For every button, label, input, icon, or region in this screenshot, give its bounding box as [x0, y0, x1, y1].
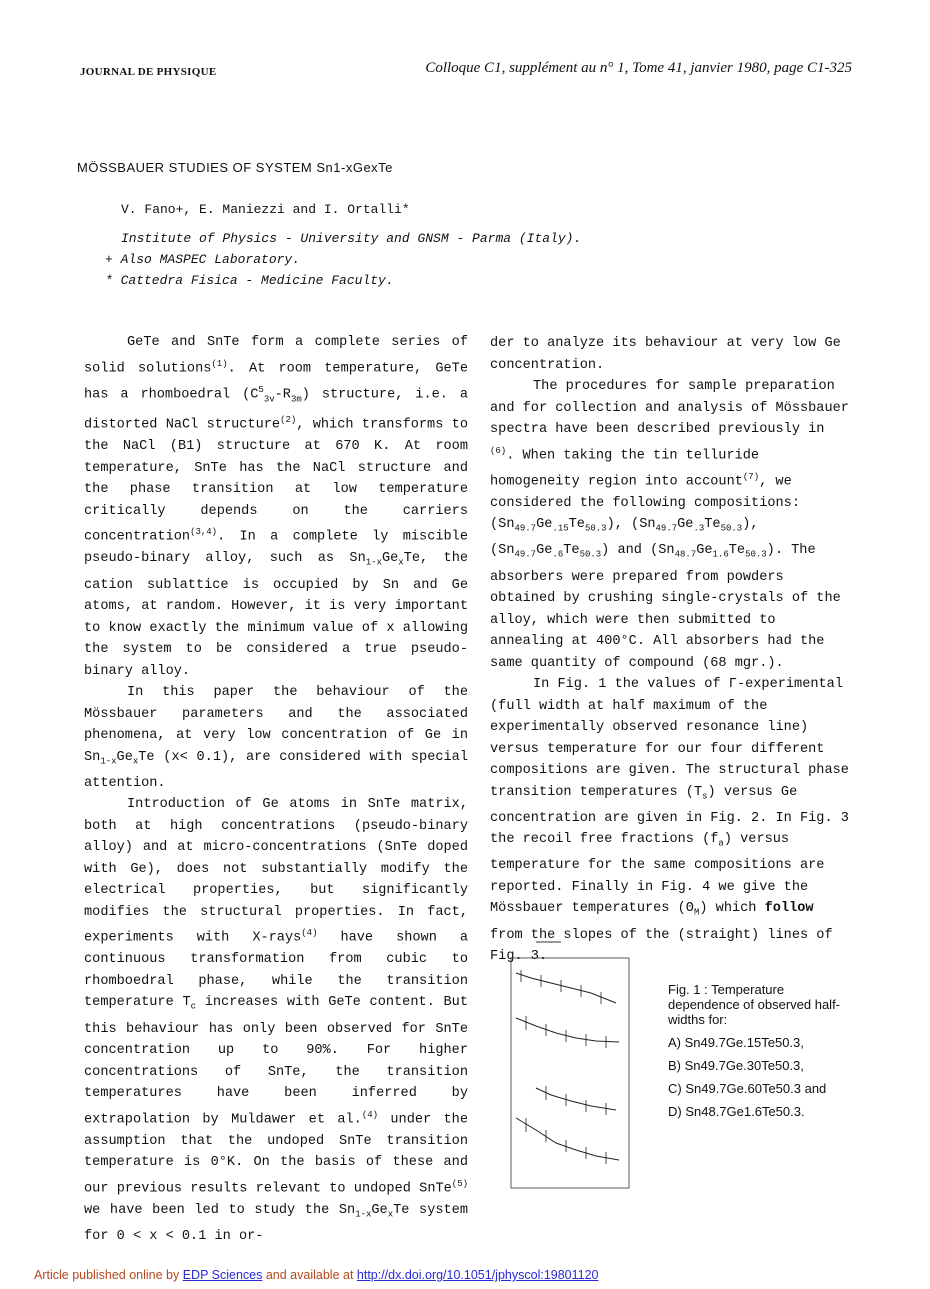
caption-item-c: C) Sn49.7Ge.60Te50.3 and	[668, 1081, 827, 1096]
figure-1-plot	[491, 938, 641, 1208]
authors: V. Fano+, E. Maniezzi and I. Ortalli*	[121, 202, 410, 217]
footer-middle: and available at	[262, 1268, 357, 1282]
footer	[34, 1268, 599, 1282]
paper-title: MÖSSBAUER STUDIES OF SYSTEM Sn1-xGexTe	[77, 160, 393, 175]
right-column: der to analyze its behaviour at very low Ge concentration. The procedures for sample preparation and for collection and analysis of Mössbauer spectra have been described previously in $^{(6)}$. When taking the tin telluride homogeneity region into account$^{(7)}$, we considered the following compositions: $(Sn_{49.7}Ge_{.15}Te_{50.3})$, $(Sn_{49.7}Ge_{.3}Te_{50.3})$, $(Sn_{49.7}Ge_{.6}Te_{50.3})$ and $(Sn_{48.7}Ge_{1.6}Te_{50.3})$. The absorbers were prepared from powders obtained by crushing single-crystals of the alloy, which were then submitted to annealing at 400°C. All absorbers had the same quantity of compound (68 mgr.). In Fig. 1 the values of Γ-experimental (full width at half maximum of the experimentally observed resonance line) versus temperature for our four different compositions are given. The structural phase transition temperatures $(T_s)$ versus Ge concentration are given in Fig. 2. In Fig. 3 the recoil free fractions $(f_a)$ versus temperature for the same compositions are reported. Finally in Fig. 4 we give the Mössbauer temperatures $(\Theta_M)$ which follow from the slopes of the (straight) lines of Fig. 3.	[490, 336, 849, 965]
affiliation-2: + Also MASPEC Laboratory.	[105, 252, 301, 267]
left-column: GeTe and SnTe form a complete series of solid solutions$^{(1)}$. At room temperature, GeTe has a rhomboedral $(C^5_{3v}-R_{3m})$ structure, i.e. a distorted NaCl structure$^{(2)}$, which transforms to the NaCl (B1) structure at 670 K. At room temperature, SnTe has the NaCl structure and the phase transition at low temperature critically depends on the carriers concentration$^{(3,4)}$. In a complete ly miscible pseudo-binary alloy, such as $Sn_{1-x}Ge_xTe$, the cation sublattice is occupied by Sn and Ge atoms, at random. However, it is very important to know exactly the minimum value of x allowing the system to be considered a true pseudo-binary alloy. In this paper the behaviour of the Mössbauer parameters and the associated phenomena, at very low concentration of Ge in $Sn_{1-x}Ge_xTe$ (x< 0.1), are considered with special attention. Introduction of Ge atoms in SnTe matrix, both at high concentrations (pseudo-binary alloy) and at micro-concentrations (SnTe doped with Ge), does not substantially modify the electrical properties, but significantly modifies the structural properties. In fact, experiments with X-rays$^{(4)}$ have shown a continuous transformation from cubic to rhomboedral phase, while the transition temperature $T_c$ increases with GeTe content. But this behaviour has only been observed for SnTe concentration up to 90%. For higher concentrations of SnTe, the transition temperatures have been inferred by extrapolation by Muldawer et al.$^{(4)}$ under the assumption that the undoped SnTe transition temperature is 0°K. On the basis of these and our previous results relevant to undoped SnTe$^{(5)}$ we have been led to study the $Sn_{1-x}Ge_xTe$ system for 0 < x < 0.1 in or-	[84, 335, 469, 1244]
publisher-link[interactable]: EDP Sciences	[182, 1268, 263, 1282]
footer-prefix: Article published online by	[34, 1268, 183, 1282]
citation: Colloque C1, supplément au n° 1, Tome 41, janvier 1980, page C1-325	[425, 60, 852, 76]
caption-item-a: A) Sn49.7Ge.15Te50.3,	[668, 1035, 804, 1050]
affiliation-3: * Cattedra Fisica - Medicine Faculty.	[105, 273, 394, 288]
journal-name: JOURNAL DE PHYSIQUE	[80, 66, 217, 78]
caption-intro: Fig. 1 : Temperature dependence of observed half-widths for:	[668, 982, 841, 1027]
doi-link[interactable]: http://dx.doi.org/10.1051/jphyscol:19801120	[356, 1268, 599, 1282]
caption-item-b: B) Sn49.7Ge.30Te50.3,	[668, 1058, 804, 1073]
figure-1-caption	[668, 982, 858, 1119]
affiliation-1: Institute of Physics - University and GNSM - Parma (Italy).	[121, 231, 582, 246]
caption-item-d: D) Sn48.7Ge1.6Te50.3.	[668, 1104, 805, 1119]
